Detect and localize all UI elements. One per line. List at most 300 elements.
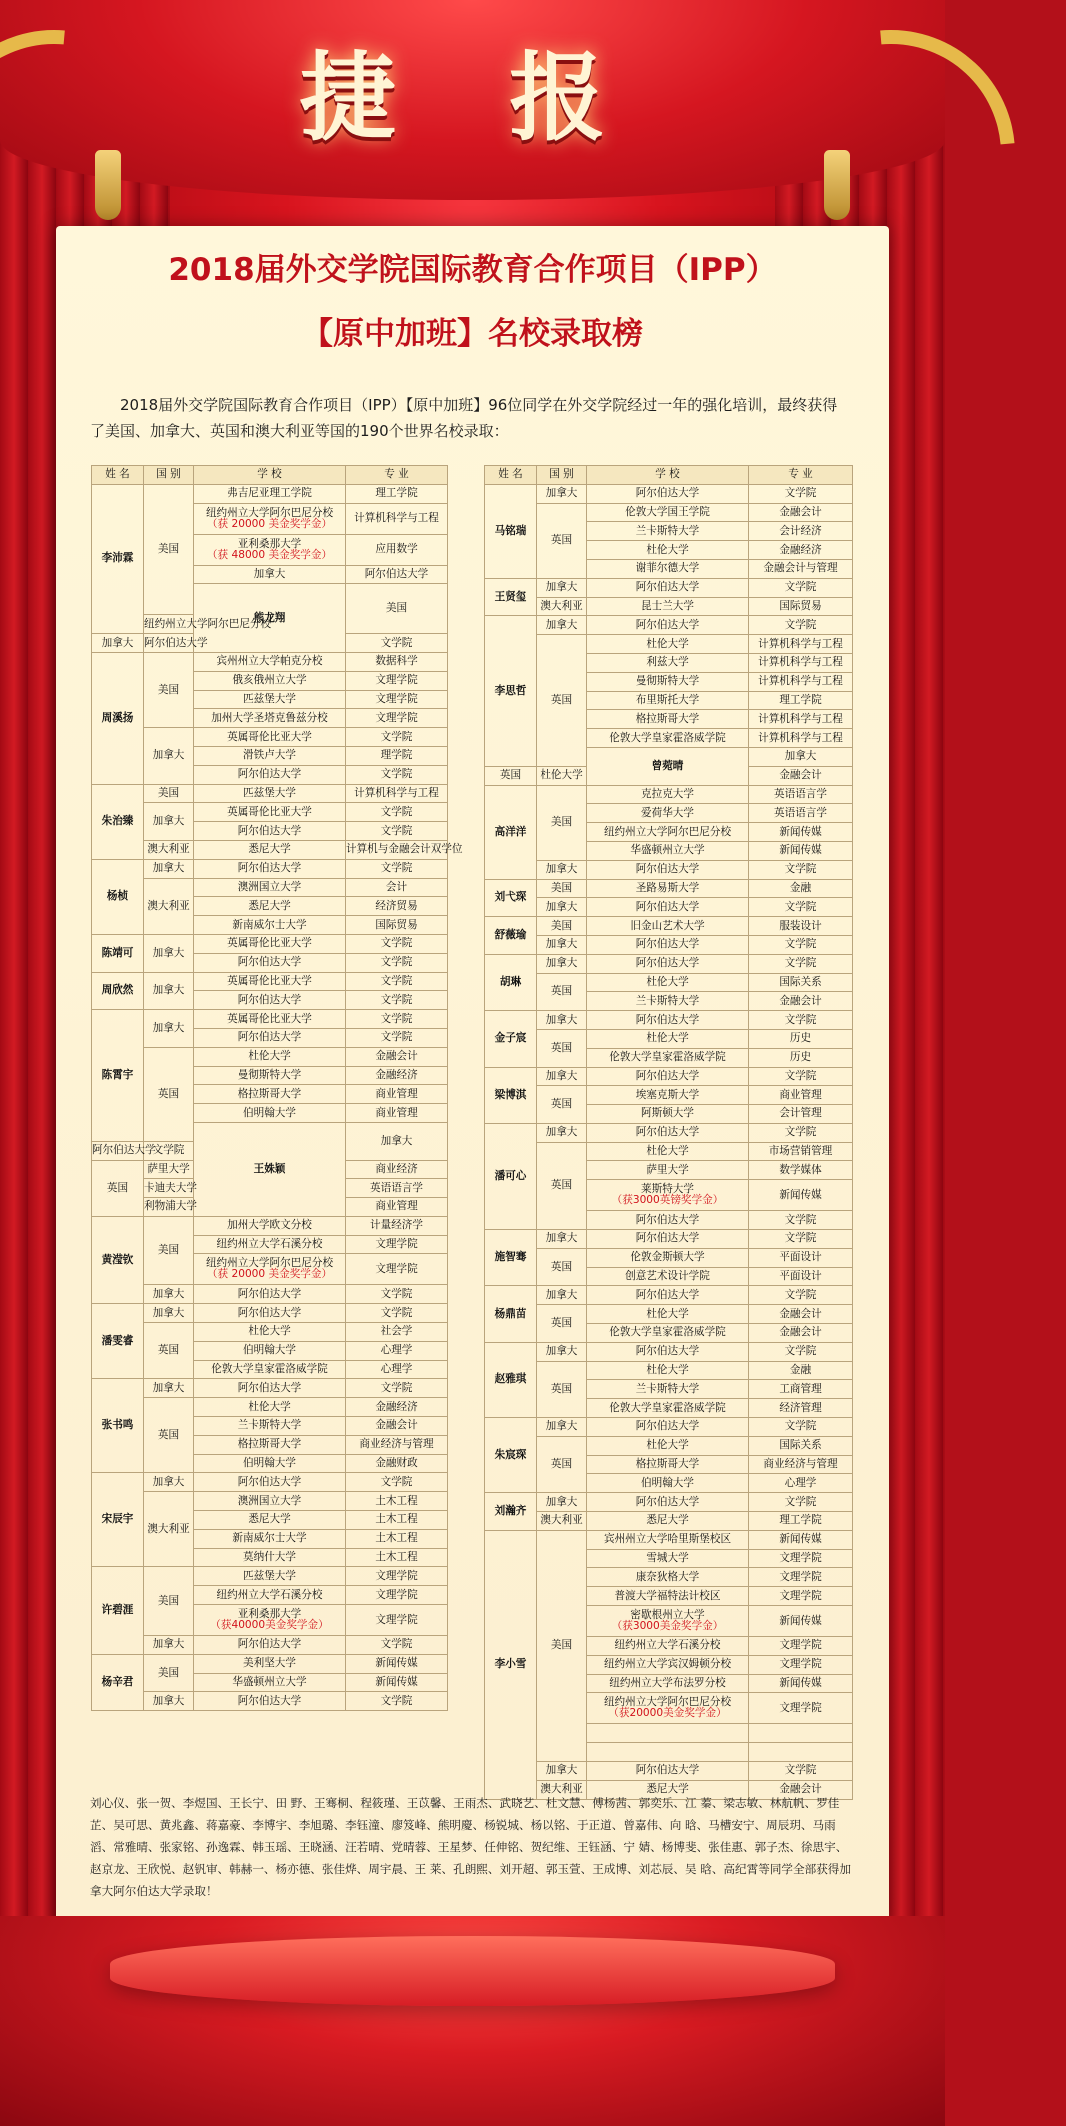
- table-row: [485, 1086, 853, 1105]
- column-header-major: 专 业: [346, 466, 448, 485]
- table-row: [92, 1379, 448, 1398]
- school-name: 华盛顿州立大学: [630, 844, 705, 857]
- school-name: 杜伦大学: [248, 1050, 291, 1063]
- major-cell: 工商管理: [749, 1380, 853, 1399]
- table-row: [92, 1323, 448, 1342]
- country-cell: 加拿大: [537, 1342, 587, 1361]
- student-name: 陈靖可: [92, 934, 144, 972]
- school-cell: [194, 878, 346, 897]
- country-cell: 加拿大: [537, 1230, 587, 1249]
- school-name: 杜伦大学: [646, 637, 689, 650]
- school-name: 萨里大学: [147, 1162, 190, 1175]
- major-cell: 文学院: [749, 484, 853, 503]
- major-cell: 新闻传媒: [749, 1674, 853, 1693]
- school-name: 阿尔伯达大学: [635, 1495, 700, 1508]
- school-name: 伦敦大学皇家霍洛威学院: [609, 731, 726, 744]
- major-cell: 金融会计: [346, 1047, 448, 1066]
- school-cell: [194, 1511, 346, 1530]
- school-name: 杜伦大学: [646, 1439, 689, 1452]
- school-name: 阿尔伯达大学: [237, 1694, 302, 1707]
- school-cell: [194, 859, 346, 878]
- student-name: 潘可心: [485, 1123, 537, 1229]
- student-name: 王姝颖: [194, 1122, 346, 1216]
- school-name: 昆士兰大学: [641, 599, 694, 612]
- major-cell: 会计管理: [749, 1105, 853, 1124]
- table-row: [92, 878, 448, 897]
- school-name: 悉尼大学: [248, 899, 291, 912]
- school-cell: [194, 1285, 346, 1304]
- school-cell: [587, 1267, 749, 1286]
- school-name: 英属哥伦比亚大学: [227, 974, 312, 987]
- school-name: 弗吉尼亚理工学院: [227, 487, 312, 500]
- major-cell: 数据科学: [346, 652, 448, 671]
- major-cell: 文理学院: [346, 709, 448, 728]
- major-cell: 文学院: [346, 1473, 448, 1492]
- admission-table-right: [484, 465, 853, 1800]
- school-cell: [587, 1549, 749, 1568]
- school-name: 莫纳什大学: [243, 1551, 296, 1564]
- country-cell: 英国: [537, 1248, 587, 1286]
- school-name: 英属哥伦比亚大学: [227, 730, 312, 743]
- country-cell: 英国: [537, 1361, 587, 1417]
- country-cell: 加拿大: [144, 1285, 194, 1304]
- major-cell: 文理学院: [749, 1655, 853, 1674]
- table-row: [92, 784, 448, 803]
- country-cell: 美国: [537, 1530, 587, 1761]
- school-name: 阿尔伯达大学: [237, 1306, 302, 1319]
- student-name: 杨鼎苗: [485, 1286, 537, 1342]
- major-cell: 文学院: [346, 859, 448, 878]
- scholarship-note: （获 48000 美金奖学金）: [206, 548, 333, 561]
- school-name: 伦敦金斯顿大学: [630, 1251, 705, 1264]
- school-cell: [194, 1454, 346, 1473]
- country-cell: 英国: [537, 635, 587, 767]
- school-cell: [194, 840, 346, 859]
- student-name: 张书鸣: [92, 1379, 144, 1473]
- school-cell: [144, 1160, 194, 1179]
- school-cell: [587, 503, 749, 522]
- school-name: 阿尔伯达大学: [237, 956, 302, 969]
- table-row: [485, 1067, 853, 1086]
- major-cell: 国际贸易: [749, 597, 853, 616]
- major-cell: 文学院: [346, 1379, 448, 1398]
- table-row: [485, 1418, 853, 1437]
- school-cell: [144, 634, 208, 653]
- major-cell: 金融经济: [346, 1066, 448, 1085]
- school-cell: [587, 1512, 749, 1531]
- school-name: 格拉斯哥大学: [237, 1087, 302, 1100]
- school-cell: [194, 916, 346, 935]
- other-admitted-students: 刘心仪、张一贺、李煜国、王长宁、田 野、王骞桐、程筱瑾、王苡馨、王雨杰、武晓艺、杜文慧、傅杨茜、郭奕乐、江 蓁、梁志敏、林航帆、罗佳芷、吴可思、黄兆鑫、蒋嘉豪、李博宇、李旭璐、李钰潼、廖笈峰、熊明慶、杨锐城、杨以铭、于正道、曾嘉伟、向 晗、马槽安宁、周辰玥、马雨滔、常雅晴、张家铭、孙逸霖、韩玉瑶、王晓涵、汪若晴、党晴蓉、王星梦、任伸铭、贺纪维、王钰涵、宁 婧、杨博斐、张佳惠、郭子杰、徐思宇、赵京龙、王欣悦、赵钒审、韩赫一、杨亦德、张佳烨、周宇晨、王 莱、孔朗熙、刘开超、郭玉萱、王成博、刘芯辰、吴 晗、高纪霄等同学全部获得加拿大阿尔伯达大学录取！: [90, 1796, 851, 1898]
- school-cell: [587, 1474, 749, 1493]
- major-cell: 文学院: [346, 1285, 448, 1304]
- student-name: 高洋洋: [485, 785, 537, 879]
- school-cell: [587, 879, 749, 898]
- school-name: 阿尔伯达大学: [635, 1420, 700, 1433]
- country-cell: 加拿大: [537, 935, 587, 954]
- table-row: [485, 1305, 853, 1324]
- school-name: 纽约州立大学宾汉姆顿分校: [603, 1658, 732, 1671]
- school-cell: [587, 1048, 749, 1067]
- school-name: 阿尔伯达大学: [237, 993, 302, 1006]
- school-name: 杜伦大学: [646, 975, 689, 988]
- table-row: [485, 917, 853, 936]
- school-cell: [587, 1493, 749, 1512]
- school-name: 阿尔伯达大学: [635, 900, 700, 913]
- table-row: [92, 1304, 448, 1323]
- major-cell: 文学院: [749, 935, 853, 954]
- major-cell: 文理学院: [346, 690, 448, 709]
- student-name: 杨桢: [92, 859, 144, 934]
- school-name: 俄亥俄州立大学: [232, 674, 307, 687]
- school-name: 匹兹堡大学: [243, 692, 296, 705]
- school-name: 匹兹堡大学: [243, 786, 296, 799]
- school-cell: [587, 1606, 749, 1637]
- school-name: 阿尔伯达大学: [635, 487, 700, 500]
- student-name: 赵雅琪: [485, 1342, 537, 1417]
- major-cell: 金融经济: [749, 541, 853, 560]
- school-cell: [537, 766, 587, 785]
- school-name: 阿尔伯达大学: [237, 1638, 302, 1651]
- major-cell: 土木工程: [346, 1511, 448, 1530]
- school-cell: [194, 1047, 346, 1066]
- student-name: 杨辛君: [92, 1654, 144, 1710]
- country-cell: 加拿大: [144, 1636, 194, 1655]
- country-cell: 加拿大: [144, 1473, 194, 1492]
- school-name: 伦敦大学皇家霍洛威学院: [609, 1326, 726, 1339]
- major-cell: 文学院: [346, 991, 448, 1010]
- major-cell: 新闻传媒: [749, 841, 853, 860]
- school-name: 澳洲国立大学: [237, 1494, 302, 1507]
- school-name: 杜伦大学: [248, 1325, 291, 1338]
- school-name: 阿尔伯达大学: [92, 1144, 156, 1157]
- school-name: 纽约州立大学布法罗分校: [609, 1677, 726, 1689]
- school-name: 伯明翰大学: [243, 1457, 296, 1470]
- major-cell: 心理学: [749, 1474, 853, 1493]
- school-cell: [194, 534, 346, 565]
- scholarship-note: （获 20000 美金奖学金）: [206, 1268, 333, 1281]
- school-name: 克拉克大学: [641, 787, 694, 800]
- school-name: 杜伦大学: [646, 1364, 689, 1377]
- major-cell: 英语语言学: [346, 1179, 448, 1198]
- country-cell: 英国: [537, 1086, 587, 1124]
- table-row: [485, 578, 853, 597]
- school-name: 兰卡斯特大学: [635, 524, 700, 537]
- major-cell: 文理学院: [346, 1254, 448, 1285]
- major-cell: 社会学: [346, 1323, 448, 1342]
- school-cell: [587, 804, 749, 823]
- school-cell: [144, 1198, 197, 1217]
- school-name: 杜伦大学: [646, 543, 689, 556]
- table-row: [92, 1492, 448, 1511]
- school-name: 英属哥伦比亚大学: [227, 937, 312, 950]
- school-cell: [587, 954, 749, 973]
- school-cell: [587, 1743, 749, 1762]
- school-name: 阿尔伯达大学: [635, 1288, 700, 1301]
- major-cell: 文学院: [346, 1636, 448, 1655]
- student-name: 施智骞: [485, 1230, 537, 1286]
- country-cell: 加拿大: [92, 634, 144, 653]
- major-cell: 文学院: [749, 1342, 853, 1361]
- school-cell: [194, 652, 346, 671]
- major-cell: 文学院: [346, 1304, 448, 1323]
- school-name: 英属哥伦比亚大学: [227, 805, 312, 818]
- school-cell: [587, 672, 749, 691]
- school-cell: [194, 934, 346, 953]
- major-cell: 文学院: [749, 954, 853, 973]
- school-name: 阿尔伯达大学: [635, 863, 700, 876]
- table-row: [92, 1398, 448, 1417]
- table-row: [92, 1636, 448, 1655]
- country-cell: 加拿大: [537, 954, 587, 973]
- major-cell: 商业经济与管理: [346, 1435, 448, 1454]
- school-name: 阿尔伯达大学: [635, 938, 700, 951]
- major-cell: 新闻传媒: [749, 1180, 853, 1211]
- school-cell: [194, 1605, 346, 1636]
- student-name: 曾菀晴: [587, 747, 749, 785]
- country-cell: 加拿大: [537, 898, 587, 917]
- major-cell: 服装设计: [749, 917, 853, 936]
- major-cell: 计算机科学与工程: [346, 784, 448, 803]
- table-row: [485, 1436, 853, 1455]
- major-cell: 市场营销管理: [749, 1142, 853, 1161]
- major-cell: 金融会计: [749, 766, 853, 785]
- school-cell: [587, 1762, 749, 1781]
- major-cell: 文理学院: [749, 1637, 853, 1656]
- major-cell: 国际关系: [749, 973, 853, 992]
- major-cell: 文学院: [346, 1010, 448, 1029]
- major-cell: 金融会计: [749, 992, 853, 1011]
- school-cell: [194, 784, 346, 803]
- school-cell: [587, 1568, 749, 1587]
- major-cell: 商业管理: [346, 1198, 448, 1217]
- student-name: 朱治臻: [92, 784, 144, 859]
- country-cell: 美国: [144, 652, 194, 727]
- school-cell: [194, 1417, 346, 1436]
- school-cell: [587, 1324, 749, 1343]
- school-name: 杜伦大学: [646, 1145, 689, 1158]
- school-cell: [194, 1435, 346, 1454]
- major-cell: 文学院: [346, 822, 448, 841]
- school-cell: [194, 972, 346, 991]
- school-cell: [587, 541, 749, 560]
- school-name: 杜伦大学: [540, 769, 583, 782]
- table-row: [92, 1654, 448, 1673]
- table-row: [92, 484, 448, 503]
- major-cell: 金融会计与管理: [749, 559, 853, 578]
- country-cell: 美国: [537, 785, 587, 860]
- school-cell: [194, 1473, 346, 1492]
- major-cell: 金融会计: [749, 1324, 853, 1343]
- major-cell: 文学院: [346, 953, 448, 972]
- major-cell: [749, 1724, 853, 1743]
- major-cell: 心理学: [346, 1341, 448, 1360]
- scholarship-note: （获3000美金奖学金）: [611, 1620, 724, 1633]
- school-name: 密歇根州立大学: [630, 1609, 705, 1622]
- school-name: 埃塞克斯大学: [635, 1088, 700, 1101]
- major-cell: 新闻传媒: [749, 823, 853, 842]
- school-cell: [587, 1418, 749, 1437]
- country-cell: 美国: [537, 879, 587, 898]
- school-cell: [144, 615, 272, 634]
- student-name: 刘弋琛: [485, 879, 537, 917]
- school-cell: [194, 1379, 346, 1398]
- major-cell: 金融会计: [749, 1305, 853, 1324]
- major-cell: 文学院: [749, 616, 853, 635]
- school-name: 阿尔伯达大学: [635, 1213, 700, 1226]
- major-cell: 文学院: [749, 1067, 853, 1086]
- major-cell: 金融: [749, 879, 853, 898]
- school-name: 纽约州立大学阿尔巴尼分校: [603, 1696, 732, 1709]
- school-cell: [194, 1085, 346, 1104]
- table-row: [485, 785, 853, 804]
- major-cell: 商业管理: [346, 1085, 448, 1104]
- country-cell: 美国: [346, 584, 448, 634]
- school-cell: [346, 565, 448, 584]
- major-cell: 历史: [749, 1029, 853, 1048]
- major-cell: 文理学院: [346, 1235, 448, 1254]
- table-row: [485, 1230, 853, 1249]
- school-cell: [587, 1248, 749, 1267]
- school-cell: [194, 1529, 346, 1548]
- school-cell: [194, 822, 346, 841]
- scholarship-note: （获3000英镑奖学金）: [611, 1194, 724, 1207]
- student-name: 胡琳: [485, 954, 537, 1010]
- scholarship-note: （获 20000 美金奖学金）: [206, 517, 333, 530]
- student-name: 熊龙翔: [194, 584, 346, 653]
- country-cell: 加拿大: [537, 1286, 587, 1305]
- country-cell: 英国: [537, 1142, 587, 1229]
- column-header-country: 国 别: [144, 466, 194, 485]
- page-title: 2018届外交学院国际教育合作项目（IPP）: [168, 252, 777, 288]
- school-name: 伯明翰大学: [243, 1106, 296, 1119]
- major-cell: 新闻传媒: [749, 1606, 853, 1637]
- school-name: 新南威尔士大学: [232, 918, 307, 931]
- school-name: 阿尔伯达大学: [635, 1126, 700, 1139]
- major-cell: 经济贸易: [346, 897, 448, 916]
- country-cell: 加拿大: [537, 484, 587, 503]
- major-cell: 文学院: [749, 1011, 853, 1030]
- school-cell: [587, 1086, 749, 1105]
- school-name: 曼彻斯特大学: [635, 675, 700, 688]
- major-cell: 文理学院: [346, 1605, 448, 1636]
- country-cell: 加拿大: [346, 1122, 448, 1160]
- school-cell: [194, 1235, 346, 1254]
- country-cell: 加拿大: [537, 1067, 587, 1086]
- major-cell: 文学院: [749, 1286, 853, 1305]
- major-cell: 商业管理: [749, 1086, 853, 1105]
- school-cell: [194, 503, 346, 534]
- student-name: 周溪扬: [92, 652, 144, 784]
- major-cell: 文理学院: [346, 1567, 448, 1586]
- major-cell: 国际贸易: [346, 916, 448, 935]
- school-cell: [587, 1105, 749, 1124]
- school-cell: [587, 1123, 749, 1142]
- stage-step: [110, 1936, 835, 2006]
- school-name: 伦敦大学皇家霍洛威学院: [609, 1051, 726, 1064]
- major-cell: [749, 1743, 853, 1762]
- school-name: 兰卡斯特大学: [635, 1382, 700, 1395]
- school-cell: [587, 917, 749, 936]
- major-cell: 文学院: [346, 803, 448, 822]
- major-cell: 金融会计: [749, 503, 853, 522]
- school-cell: [587, 1286, 749, 1305]
- table-row: [485, 1762, 853, 1781]
- major-cell: 应用数学: [346, 534, 448, 565]
- student-name: 李思哲: [485, 616, 537, 766]
- major-cell: 文学院: [749, 898, 853, 917]
- table-row: [485, 898, 853, 917]
- major-cell: 经济管理: [749, 1399, 853, 1418]
- major-cell: 计算机科学与工程: [749, 672, 853, 691]
- school-name: 爱荷华大学: [641, 806, 694, 819]
- country-cell: 澳大利亚: [537, 1780, 587, 1799]
- major-cell: 文学院: [749, 1493, 853, 1512]
- school-name: 伦敦大学皇家霍洛威学院: [609, 1401, 726, 1414]
- school-cell: [587, 1637, 749, 1656]
- school-cell: [194, 1692, 346, 1711]
- school-name: 新南威尔士大学: [232, 1532, 307, 1545]
- school-cell: [194, 1360, 346, 1379]
- school-cell: [587, 1211, 749, 1230]
- major-cell: 文理学院: [749, 1568, 853, 1587]
- school-name: 纽约州立大学石溪分校: [216, 1238, 323, 1251]
- school-name: 阿尔伯达大学: [237, 862, 302, 875]
- table-row: [92, 1285, 448, 1304]
- school-cell: [194, 1254, 346, 1285]
- school-name: 格拉斯哥大学: [635, 712, 700, 725]
- table-row: [485, 597, 853, 616]
- major-cell: 文学院: [749, 1418, 853, 1437]
- school-name: 匹兹堡大学: [243, 1569, 296, 1582]
- table-row: [485, 973, 853, 992]
- school-name: 曼彻斯特大学: [237, 1068, 302, 1081]
- major-cell: 计算机科学与工程: [346, 503, 448, 534]
- student-name: 王贤玺: [485, 578, 537, 616]
- major-cell: 平面设计: [749, 1248, 853, 1267]
- major-cell: 历史: [749, 1048, 853, 1067]
- table-row: [485, 1011, 853, 1030]
- school-name: 卡迪夫大学: [144, 1181, 197, 1194]
- country-cell: 英国: [537, 1029, 587, 1067]
- major-cell: 平面设计: [749, 1267, 853, 1286]
- school-name: 加州大学欧文分校: [227, 1219, 312, 1232]
- table-row: [485, 635, 853, 654]
- school-cell: [587, 1142, 749, 1161]
- major-cell: 文学院: [346, 1692, 448, 1711]
- country-cell: 英国: [144, 1047, 194, 1141]
- school-cell: [587, 823, 749, 842]
- table-header: [485, 466, 853, 485]
- country-cell: 美国: [537, 917, 587, 936]
- table-header: [92, 466, 448, 485]
- school-name: 康奈狄格大学: [635, 1570, 700, 1583]
- school-cell: [194, 1636, 346, 1655]
- school-name: 格拉斯哥大学: [237, 1438, 302, 1451]
- major-cell: 计量经济学: [346, 1216, 448, 1235]
- major-cell: 文学院: [346, 634, 448, 653]
- table-row: [485, 484, 853, 503]
- major-cell: 金融经济: [346, 1398, 448, 1417]
- major-cell: 计算机科学与工程: [749, 710, 853, 729]
- table-row: [485, 1512, 853, 1531]
- table-row: [485, 1361, 853, 1380]
- country-cell: 加拿大: [144, 972, 194, 1010]
- country-cell: 澳大利亚: [144, 878, 194, 934]
- school-name: 阿尔伯达大学: [635, 581, 700, 594]
- school-cell: [587, 841, 749, 860]
- table-row: [485, 1029, 853, 1048]
